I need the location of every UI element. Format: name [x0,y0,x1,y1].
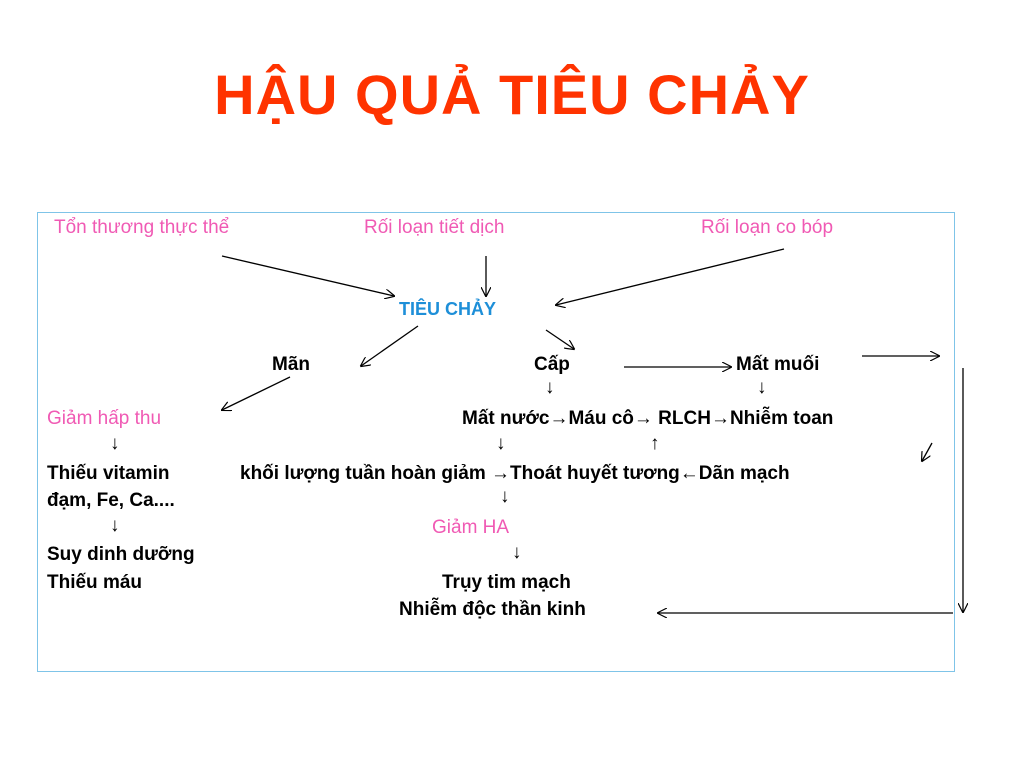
arrow-acidosis-to-vasodilation [922,443,932,461]
node-acute-chain: Mất nước→Máu cô→ RLCH→Nhiễm toan [462,408,834,429]
arrow-down-dehydration: ↓ [496,433,506,454]
arrow-down-circulation: ↓ [500,486,510,507]
arrow-up-hemoconcentration: ↑ [650,433,660,454]
node-secretion-disorder: Rối loạn tiết dịch [364,217,505,238]
node-neuro-toxicity: Nhiễm độc thần kinh [399,599,586,620]
node-cardio-collapse: Trụy tim mạch [442,572,571,593]
node-malabsorption: Giảm hấp thu [47,408,162,429]
node-diarrhea: TIÊU CHẢY [399,299,497,319]
node-salt-loss: Mất muối [736,354,820,375]
node-malnutrition: Suy dinh dưỡng [47,544,195,565]
arrow-chronic-to-malabsorption [222,377,290,410]
node-bp-drop: Giảm HA [432,517,510,538]
node-circulation-chain: khối lượng tuần hoàn giảm →Thoát huyết tương←Dãn mạch [240,463,790,484]
arrow-diarrhea-to-chronic [361,326,418,366]
node-motility-disorder: Rối loạn co bóp [701,217,834,238]
arrow-organic-to-diarrhea [222,256,394,296]
node-vitamin-deficiency: Thiếu vitamin [47,463,170,484]
node-nutrient-list: đạm, Fe, Ca.... [47,490,175,511]
arrow-diarrhea-to-acute [546,330,574,349]
node-organic-damage: Tổn thương thực thể [54,217,230,238]
node-acute: Cấp [534,354,570,375]
arrow-down-acute: ↓ [545,377,555,398]
arrow-down-bp: ↓ [512,542,522,563]
arrow-down-malabsorption: ↓ [110,433,120,454]
node-chronic: Mãn [272,354,310,375]
arrow-down-salt: ↓ [757,377,767,398]
slide-title: HẬU QUẢ TIÊU CHẢY [214,63,810,126]
arrow-motility-to-diarrhea [556,249,784,305]
arrow-down-vitamin: ↓ [110,515,120,536]
node-anemia: Thiếu máu [47,572,143,593]
